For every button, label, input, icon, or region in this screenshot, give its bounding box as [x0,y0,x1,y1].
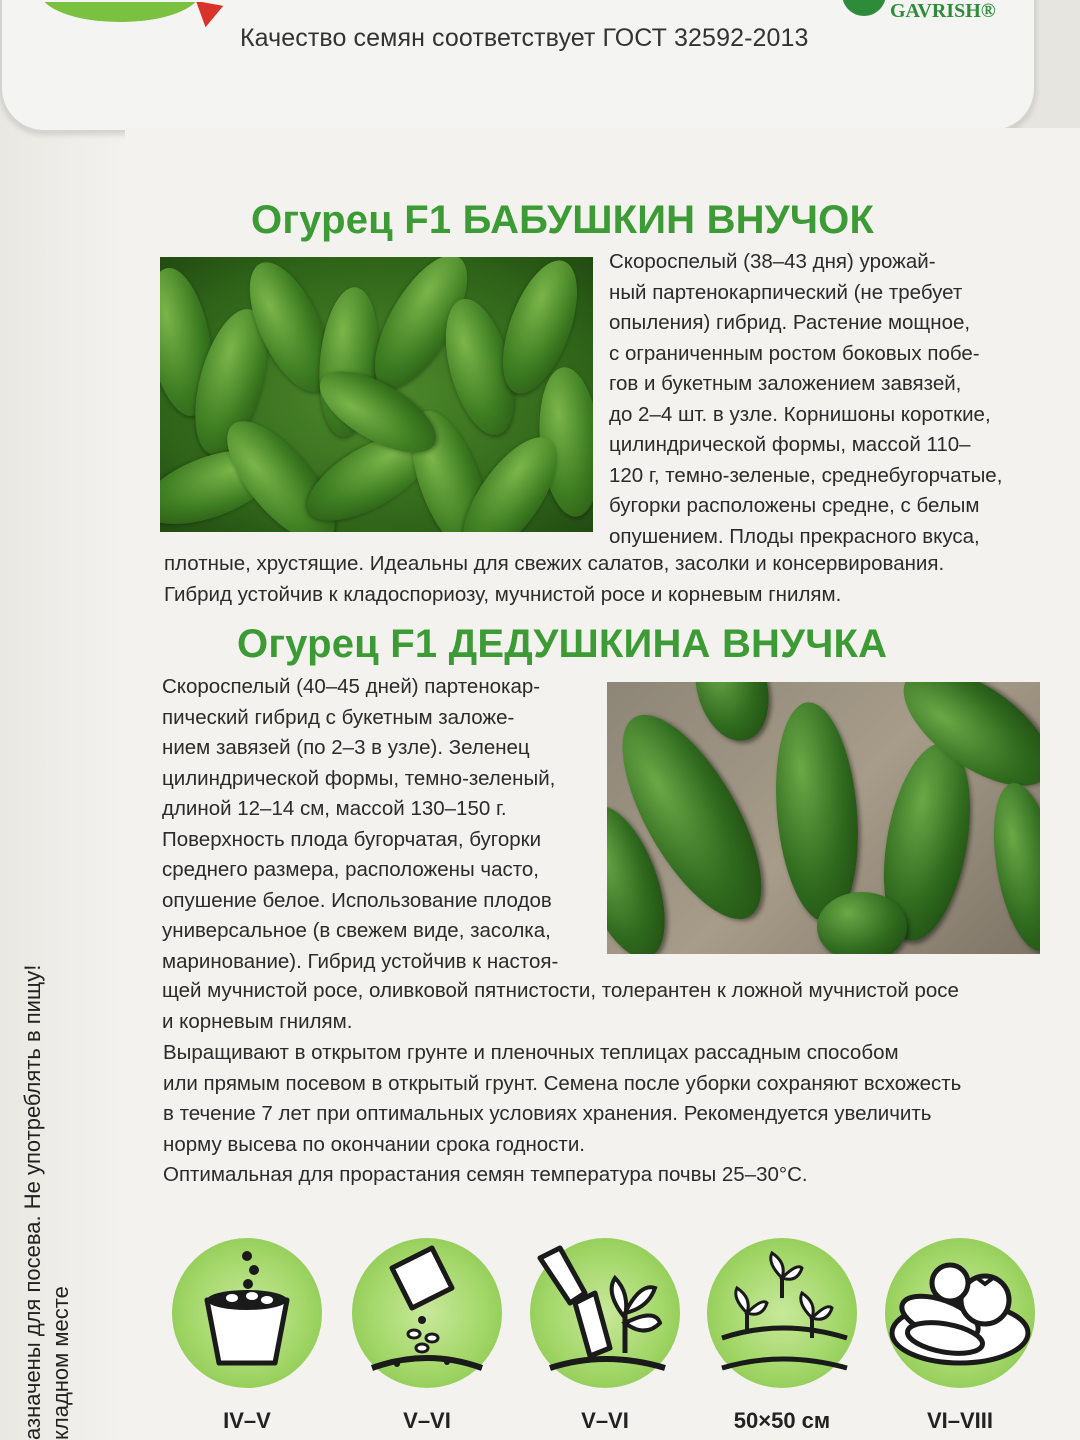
text-line: в течение 7 лет при оптимальных условиях хранения. Рекомендуется увеличить [163,1102,932,1125]
text-line: Выращивают в открытом грунте и пленочных теплицах рассадным способом [163,1041,899,1064]
header-card [0,0,1036,132]
brand-logo-left [30,2,230,30]
text-line: Гибрид устойчив к кладоспориозу, мучнистой росе и корневым гнилям. [164,582,842,606]
text-line: или прямым посевом в открытый грунт. Семена после уборки сохраняют всхожесть [163,1071,962,1095]
text-line: щей мучнистой росе, оливковой пятнистости, толерантен к ложной мучнистой росе [162,979,959,1002]
text-line: опушение белое. Использование плодов [162,888,552,912]
text-line: с ограниченным ростом боковых побе- [609,341,980,365]
text-line: 120 г, темно-зеленые, среднебугорчатые, [609,463,1003,487]
temperature-text: Оптимальная для прорастания семян температура почвы 25–30°С. [163,1163,808,1186]
text-line: опыления) гибрид. Растение мощное, [609,311,971,334]
text-line: длиной 12–14 см, массой 130–150 г. [162,797,507,820]
side-storage-text: кладном месте [48,1286,73,1440]
gavrish-logo [838,0,1008,40]
variety1-text-right [609,247,1035,552]
text-line: цилиндрической формы, темно-зеленый, [162,766,556,790]
text-line: Поверхность плода бугорчатая, бугорки [162,827,542,851]
seed-pot-icon [172,1238,322,1388]
text-line: плотные, хрустящие. Идеальны для свежих салатов, засолки и консервирования. [164,552,945,575]
growing-text [163,1038,1043,1191]
text-line: и корневым гнилям. [162,1009,353,1033]
text-line: цилиндрической формы, массой 110– [609,433,971,456]
text-line: ный партенокарпический (не требует [609,280,963,304]
calendar-label: V–VI [403,1408,451,1433]
text-line: нием завязей (по 2–3 в узле). Зеленец [162,736,530,759]
seedlings-spacing-icon [707,1238,857,1388]
text-line: универсальное (в свежем виде, засолка, [162,919,551,942]
variety2-text-left [162,672,592,977]
variety1-text-full [164,549,1044,610]
seed-packet-sowing-icon [352,1238,502,1388]
calendar-label: VI–VIII [926,1408,994,1433]
variety2-title: Огурец F1 ДЕДУШКИНА ВНУЧКА [237,622,888,666]
packet-left-strip [0,0,125,1440]
text-line: гов и букетным заложением завязей, [609,372,962,395]
text-line: Скороспелый (40–45 дней) партенокар- [162,675,541,698]
gavrish-leaf-icon [842,0,886,16]
variety2-photo [607,682,1040,954]
gost-quality-text: Качество семян соответствует ГОСТ 32592-2013 [240,24,809,52]
harvest-basket-icon [885,1238,1035,1388]
text-line: Скороспелый (38–43 дня) урожай- [609,250,936,273]
trowel-planting-icon [530,1238,680,1388]
text-line: бугорки расположены средне, с белым [609,494,980,517]
text-line: пический гибрид с букетным заложе- [162,705,515,729]
calendar-label: V–VI [581,1408,629,1433]
calendar-label: IV–V [223,1408,271,1433]
variety1-title: Огурец F1 БАБУШКИН ВНУЧОК [251,198,875,242]
text-line: опушением. Плоды прекрасного вкуса, [609,524,980,548]
calendar-label: 50×50 см [733,1408,831,1433]
side-warning-text: азначены для посева. Не употреблять в пищу! [20,964,45,1440]
text-line: до 2–4 шт. в узле. Корнишоны короткие, [609,402,991,426]
text-line: норму высева по окончании срока годности. [163,1132,585,1156]
variety2-text-full [162,976,1042,1037]
text-line: маринование). Гибрид устойчив к настоя- [162,949,559,973]
variety1-photo [160,257,593,532]
text-line: среднего размера, расположены часто, [162,858,539,881]
gavrish-label: GAVRISH® [890,0,996,22]
